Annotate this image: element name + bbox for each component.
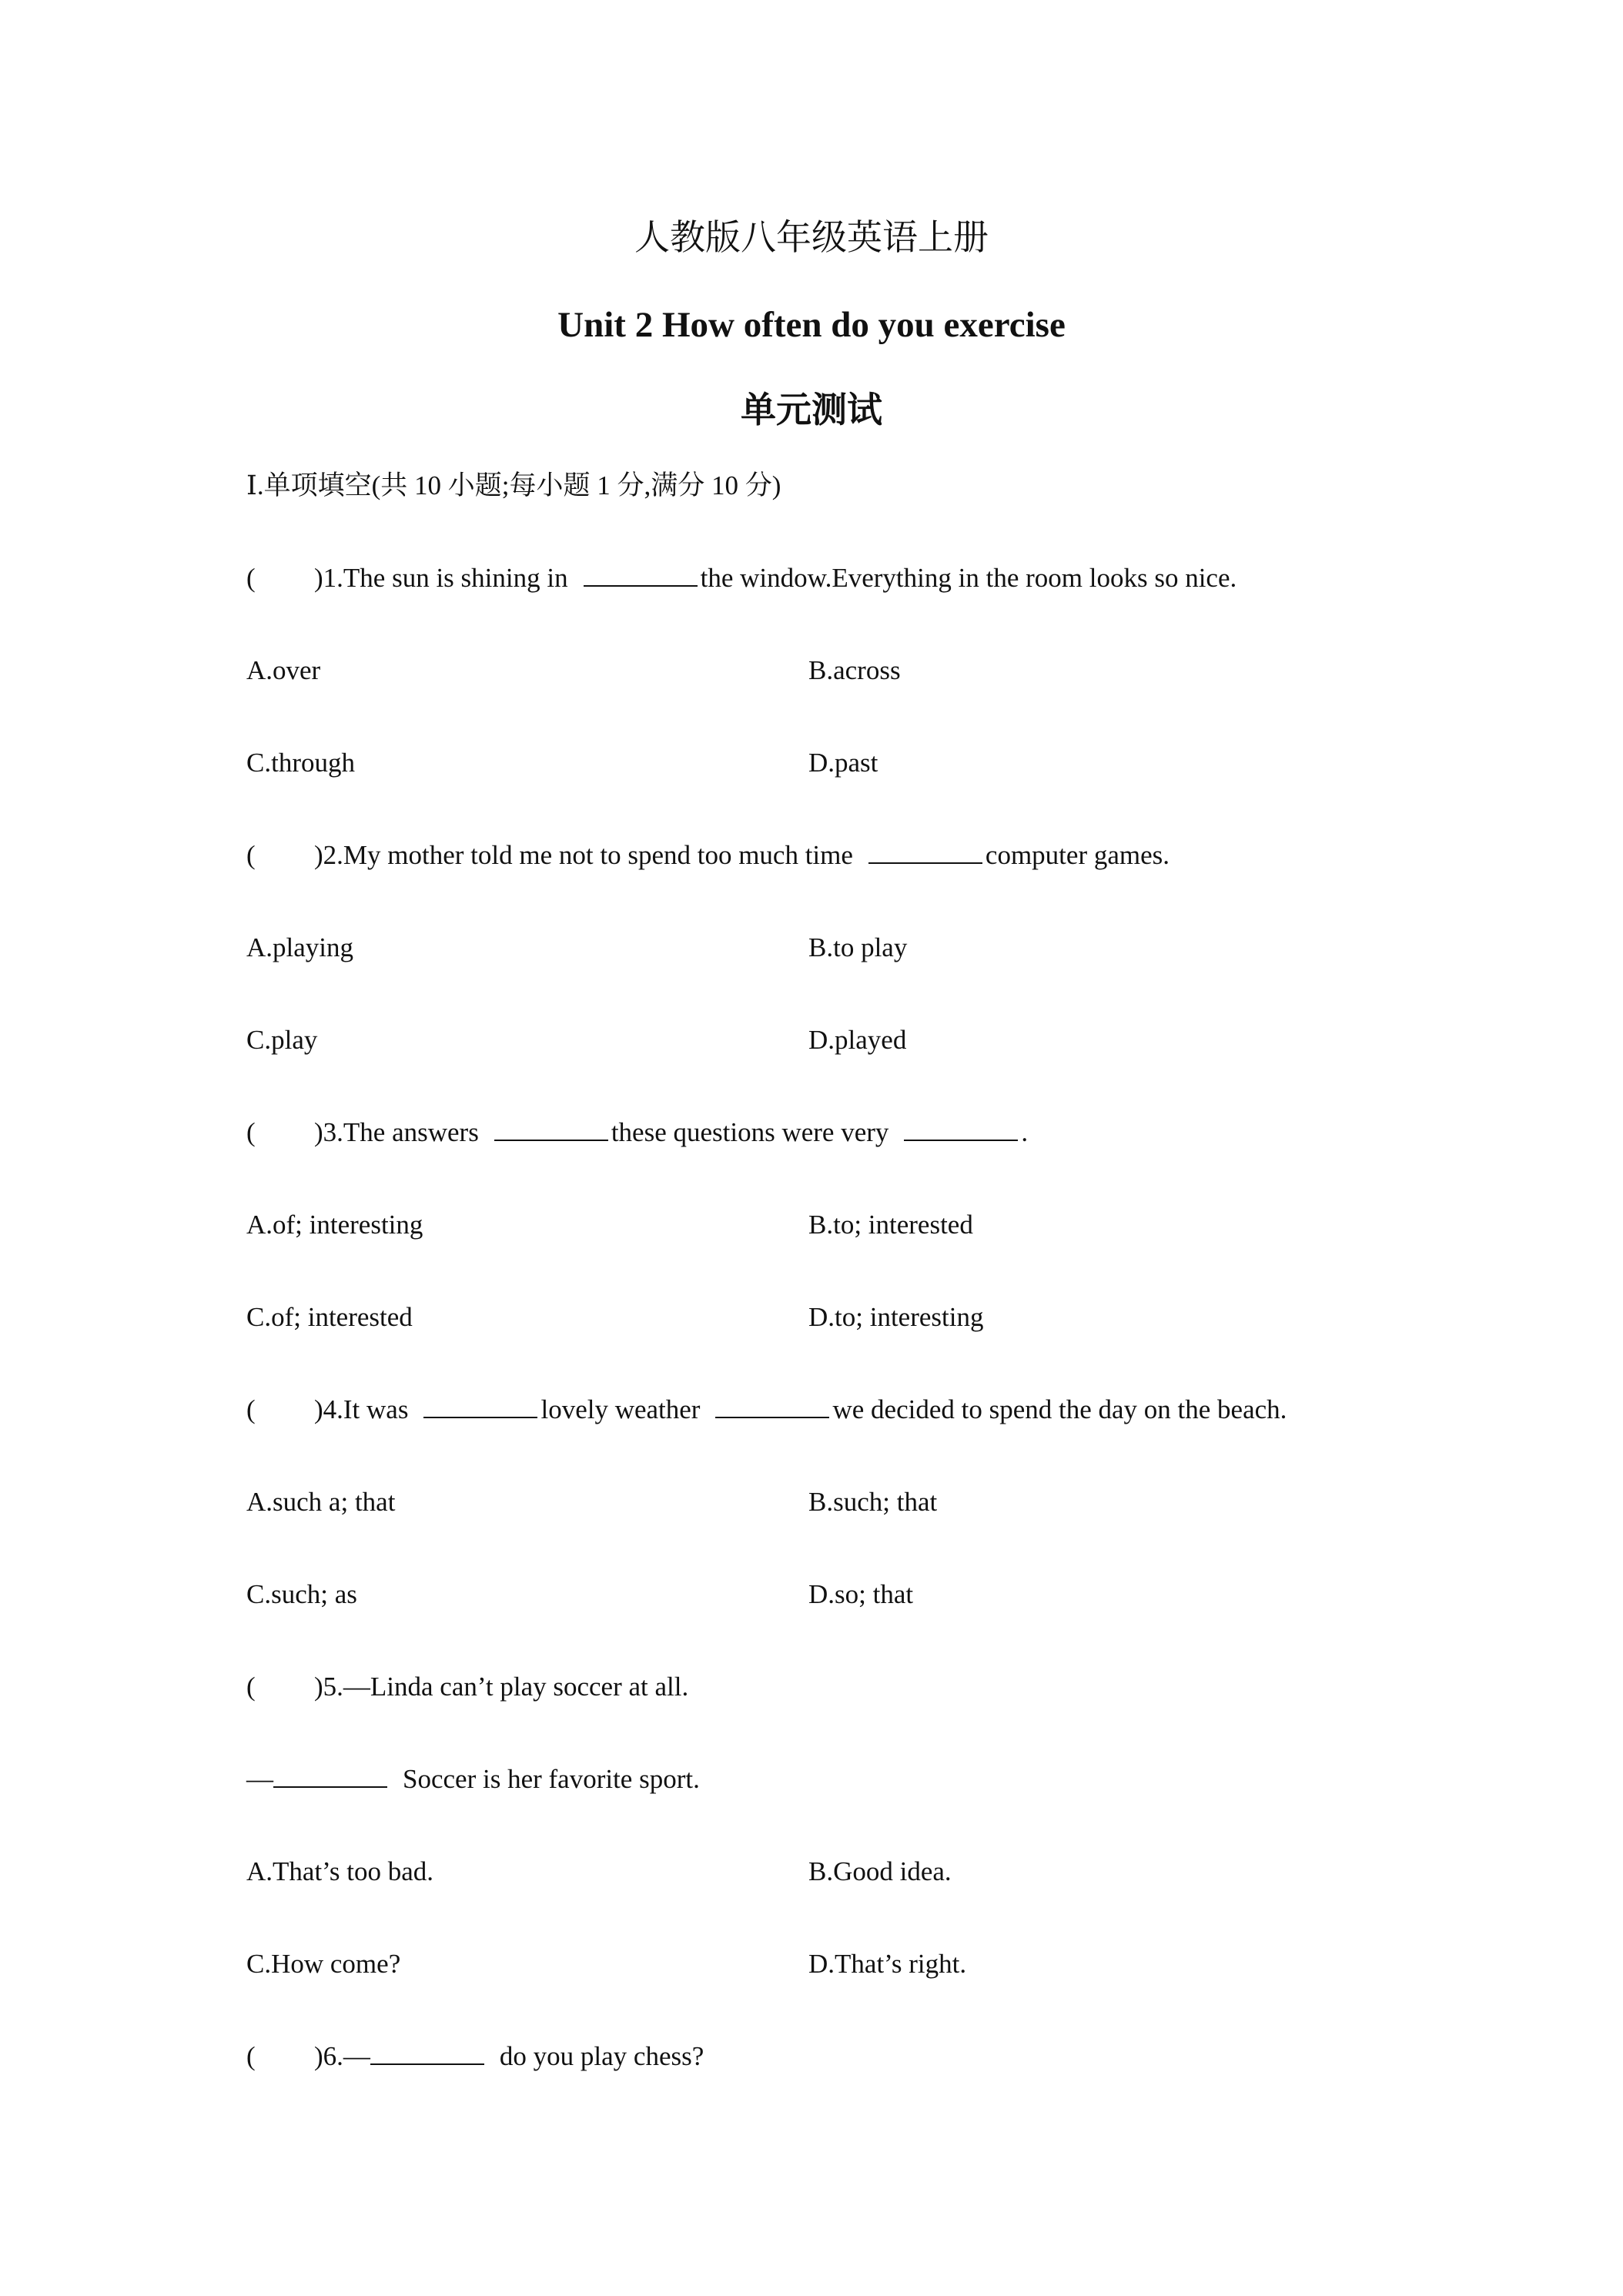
option-a: A.such a; that bbox=[246, 1487, 396, 1517]
answer-blank bbox=[423, 1394, 537, 1418]
question-text: . bbox=[1021, 1117, 1029, 1147]
question-3 bbox=[246, 1113, 1028, 1152]
question-text: we decided to spend the day on the beach. bbox=[832, 1394, 1287, 1424]
option-c: C.through bbox=[246, 748, 355, 778]
option-d: D.played bbox=[808, 1025, 907, 1055]
question-number: )1. bbox=[314, 563, 343, 593]
answer-paren: ( bbox=[246, 2041, 256, 2071]
question-number: )2. bbox=[314, 840, 343, 870]
option-a: A.playing bbox=[246, 932, 354, 962]
option-d: D.past bbox=[808, 748, 878, 778]
option-b: B.to play bbox=[808, 932, 908, 962]
option-d: D.That’s right. bbox=[808, 1949, 967, 1979]
answer-blank bbox=[868, 839, 982, 864]
answer-blank bbox=[715, 1394, 829, 1418]
test-label: 单元测试 bbox=[741, 389, 882, 430]
question-5 bbox=[246, 1668, 688, 1706]
answer-blank bbox=[494, 1116, 608, 1141]
question-text: My mother told me not to spend too much time bbox=[343, 840, 853, 870]
question-text: — bbox=[343, 2041, 370, 2071]
option-b: B.such; that bbox=[808, 1487, 938, 1517]
option-b: B.Good idea. bbox=[808, 1856, 952, 1886]
question-text: Soccer is her favorite sport. bbox=[403, 1764, 700, 1794]
page-title: 人教版八年级英语上册 bbox=[634, 216, 989, 258]
answer-blank bbox=[370, 2040, 484, 2065]
answer-paren: ( bbox=[246, 840, 256, 870]
option-b: B.to; interested bbox=[808, 1210, 973, 1240]
question-text: The answers bbox=[343, 1117, 479, 1147]
option-a: A.of; interesting bbox=[246, 1210, 423, 1240]
question-text: the window.Everything in the room looks so nice. bbox=[700, 563, 1237, 593]
question-text: computer games. bbox=[985, 840, 1170, 870]
question-text: It was bbox=[343, 1394, 409, 1424]
answer-paren: ( bbox=[246, 563, 256, 593]
option-c: C.of; interested bbox=[246, 1302, 413, 1332]
question-2 bbox=[246, 836, 1170, 875]
question-number: )3. bbox=[314, 1117, 343, 1147]
question-number: )4. bbox=[314, 1394, 343, 1424]
option-a: A.That’s too bad. bbox=[246, 1856, 434, 1886]
option-d: D.to; interesting bbox=[808, 1302, 984, 1332]
answer-paren: ( bbox=[246, 1117, 256, 1147]
option-c: C.such; as bbox=[246, 1579, 357, 1609]
question-5-reply bbox=[246, 1760, 700, 1799]
option-b: B.across bbox=[808, 655, 901, 685]
question-6 bbox=[246, 2037, 704, 2076]
question-number: )6. bbox=[314, 2041, 343, 2071]
question-text: The sun is shining in bbox=[343, 563, 568, 593]
question-4 bbox=[246, 1391, 1287, 1429]
question-text: do you play chess? bbox=[499, 2041, 704, 2071]
answer-blank bbox=[584, 562, 698, 587]
option-d: D.so; that bbox=[808, 1579, 914, 1609]
question-number: )5. bbox=[314, 1672, 343, 1702]
question-text: lovely weather bbox=[540, 1394, 701, 1424]
answer-paren: ( bbox=[246, 1394, 256, 1424]
section-heading: Ⅰ.单项填空(共 10 小题;每小题 1 分,满分 10 分) bbox=[246, 470, 781, 500]
answer-blank bbox=[273, 1763, 387, 1788]
option-c: C.play bbox=[246, 1025, 318, 1055]
question-text: these questions were very bbox=[611, 1117, 889, 1147]
question-1 bbox=[246, 559, 1236, 597]
question-text: —Linda can’t play soccer at all. bbox=[343, 1672, 689, 1702]
unit-title: Unit 2 How often do you exercise bbox=[557, 305, 1066, 345]
answer-paren: ( bbox=[246, 1672, 256, 1702]
reply-dash: — bbox=[246, 1764, 273, 1794]
option-c: C.How come? bbox=[246, 1949, 401, 1979]
answer-blank bbox=[904, 1116, 1018, 1141]
option-a: A.over bbox=[246, 655, 321, 685]
